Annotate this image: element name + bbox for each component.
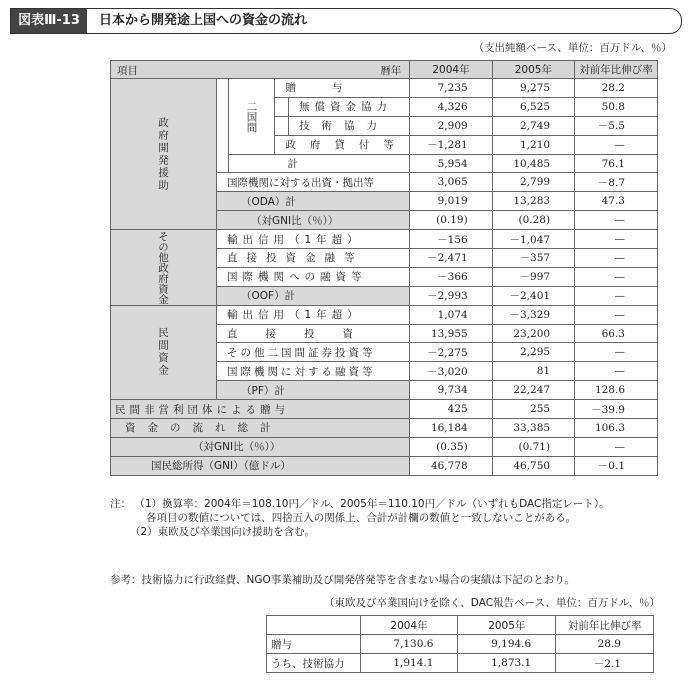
cell-2005: 2,749 bbox=[492, 116, 574, 135]
cell-change: －5.5 bbox=[575, 116, 658, 135]
cell-change: — bbox=[575, 362, 658, 381]
cell-2005: 10,485 bbox=[492, 154, 574, 173]
header-item-label: 項目 bbox=[117, 65, 138, 77]
ref-header-2005: 2005年 bbox=[458, 616, 556, 635]
cell-change: — bbox=[575, 249, 658, 268]
reference-header-row bbox=[267, 616, 654, 635]
cell-2004: －2,471 bbox=[410, 249, 492, 268]
cell-change: 128.6 bbox=[575, 381, 658, 400]
reference-unit-note: （東欧及び卒業国向けを除く、DAC報告ベース、単位：百万ドル、％） bbox=[324, 597, 660, 609]
cell-2004: －156 bbox=[410, 230, 492, 249]
cell-2004: －2,993 bbox=[410, 286, 492, 305]
row-label: 輸出信用（1年超） bbox=[217, 230, 410, 249]
cell-change: －8.7 bbox=[575, 173, 658, 192]
ref-cell-2005: 1,873.1 bbox=[458, 654, 556, 673]
row-label: 国際機関への融資等 bbox=[217, 267, 410, 286]
group-bilateral: 二国間 bbox=[229, 79, 275, 155]
figure-number-badge: 図表Ⅲ-13 bbox=[11, 9, 87, 33]
figure-header bbox=[10, 8, 682, 34]
table-row bbox=[111, 400, 658, 419]
cell-2004: 9,734 bbox=[410, 381, 492, 400]
row-label: 直接投資 bbox=[217, 324, 410, 343]
cell-change: 47.3 bbox=[575, 192, 658, 211]
cell-2004: 46,778 bbox=[410, 456, 492, 475]
group-oof: その他政府資金 bbox=[111, 230, 217, 306]
table-row bbox=[267, 654, 654, 673]
cell-change: －39.9 bbox=[575, 400, 658, 419]
cell-2004: 3,065 bbox=[410, 173, 492, 192]
cell-change: 76.1 bbox=[575, 154, 658, 173]
table-row bbox=[111, 456, 658, 475]
cell-2004: (0.19) bbox=[410, 211, 492, 230]
row-label: （ODA）計 bbox=[217, 192, 410, 211]
cell-2005: －3,329 bbox=[492, 305, 574, 324]
cell-2005: 2,799 bbox=[492, 173, 574, 192]
row-label: 国民総所得（GNI）（億ドル） bbox=[111, 456, 410, 475]
ref-header-2004: 2004年 bbox=[360, 616, 458, 635]
cell-2005: 255 bbox=[492, 400, 574, 419]
cell-2004: －2,275 bbox=[410, 343, 492, 362]
cell-2005: 23,200 bbox=[492, 324, 574, 343]
row-label: 計 bbox=[229, 154, 410, 173]
row-label: 国際機関に対する出資・拠出等 bbox=[217, 173, 410, 192]
cell-2005: 13,283 bbox=[492, 192, 574, 211]
cell-2004: 16,184 bbox=[410, 419, 492, 438]
table-row bbox=[111, 79, 658, 98]
cell-2005: 9,275 bbox=[492, 79, 574, 98]
cell-2005: －2,401 bbox=[492, 286, 574, 305]
reference-text: 参考：技術協力に行政経費、NGO事業補助及び開発啓発等を含まない場合の実績は下記のとおり。 bbox=[110, 574, 576, 586]
cell-2004: 4,326 bbox=[410, 97, 492, 116]
cell-2005: 33,385 bbox=[492, 419, 574, 438]
cell-2005: －997 bbox=[492, 267, 574, 286]
ref-cell-change: －2.1 bbox=[556, 654, 654, 673]
cell-2004: 9,019 bbox=[410, 192, 492, 211]
row-label: 民間非営利団体による贈与 bbox=[111, 400, 410, 419]
header-year-label: 暦年 bbox=[380, 65, 402, 77]
cell-change: 28.2 bbox=[575, 79, 658, 98]
cell-change: — bbox=[575, 267, 658, 286]
table-header-row bbox=[111, 61, 658, 79]
row-label: 無償資金協力 bbox=[289, 97, 410, 116]
note-1: （1）換算率：2004年＝108.10円／ドル、2005年＝110.10円／ドル（いずれもDAC指定レート）。 bbox=[134, 498, 610, 510]
reference-table bbox=[266, 615, 654, 673]
ref-cell-change: 28.9 bbox=[556, 635, 654, 654]
notes-label: 注： bbox=[110, 498, 131, 510]
cell-change: 66.3 bbox=[575, 324, 658, 343]
notes bbox=[110, 497, 610, 539]
row-label: 技術協力 bbox=[289, 116, 410, 135]
row-label: 政府貸付等 bbox=[275, 135, 410, 154]
header-change: 対前年比伸び率 bbox=[575, 61, 658, 79]
cell-2004: 1,074 bbox=[410, 305, 492, 324]
cell-change: 106.3 bbox=[575, 419, 658, 438]
cell-2005: 1,210 bbox=[492, 135, 574, 154]
ref-row-label: うち、技術協力 bbox=[267, 654, 361, 673]
row-label: 資金の流れ総計 bbox=[111, 419, 410, 438]
row-label: 直接投資金融等 bbox=[217, 249, 410, 268]
cell-2004: 2,909 bbox=[410, 116, 492, 135]
ref-header-change: 対前年比伸び率 bbox=[556, 616, 654, 635]
cell-2004: 5,954 bbox=[410, 154, 492, 173]
cell-2004: 13,955 bbox=[410, 324, 492, 343]
unit-note: （支出純額ベース、単位：百万ドル、％） bbox=[473, 42, 672, 54]
cell-2004: 425 bbox=[410, 400, 492, 419]
row-label: 国際機関に対する融資等 bbox=[217, 362, 410, 381]
table-row bbox=[111, 437, 658, 456]
cell-2005: (0.28) bbox=[492, 211, 574, 230]
row-label: （OOF）計 bbox=[217, 286, 410, 305]
header-2004: 2004年 bbox=[410, 61, 492, 79]
row-label: 贈 与 bbox=[275, 79, 410, 98]
row-label: （PF）計 bbox=[217, 381, 410, 400]
cell-2005: 2,295 bbox=[492, 343, 574, 362]
cell-2005: 46,750 bbox=[492, 456, 574, 475]
cell-2004: －366 bbox=[410, 267, 492, 286]
cell-change: — bbox=[575, 286, 658, 305]
table-row bbox=[111, 230, 658, 249]
row-label: その他二国間証券投資等 bbox=[217, 343, 410, 362]
header-2005: 2005年 bbox=[492, 61, 574, 79]
cell-change: — bbox=[575, 135, 658, 154]
table-row bbox=[267, 635, 654, 654]
cell-2004: 7,235 bbox=[410, 79, 492, 98]
ref-row-label: 贈与 bbox=[267, 635, 361, 654]
row-label: （対GNI比（％）） bbox=[111, 437, 410, 456]
cell-change: －0.1 bbox=[575, 456, 658, 475]
cell-2005: －1,047 bbox=[492, 230, 574, 249]
cell-change: — bbox=[575, 437, 658, 456]
cell-change: 50.8 bbox=[575, 97, 658, 116]
table-row bbox=[111, 305, 658, 324]
cell-change: — bbox=[575, 211, 658, 230]
figure-title: 日本から開発途上国への資金の流れ bbox=[99, 13, 308, 28]
main-table bbox=[110, 60, 658, 476]
cell-2004: －1,281 bbox=[410, 135, 492, 154]
table-row bbox=[111, 419, 658, 438]
group-oda: 政府開発援助 bbox=[111, 79, 217, 230]
cell-2004: －3,020 bbox=[410, 362, 492, 381]
cell-change: — bbox=[575, 305, 658, 324]
row-label: （対GNI比（％）） bbox=[217, 211, 410, 230]
cell-change: — bbox=[575, 230, 658, 249]
cell-2005: 22,247 bbox=[492, 381, 574, 400]
cell-change: — bbox=[575, 343, 658, 362]
note-1b: 各項目の数値については、四捨五入の関係上、合計が計欄の数値と一致しないことがある。 bbox=[146, 512, 577, 524]
cell-2005: －357 bbox=[492, 249, 574, 268]
ref-cell-2004: 1,914.1 bbox=[360, 654, 458, 673]
ref-cell-2004: 7,130.6 bbox=[360, 635, 458, 654]
row-label: 輸出信用（1年超） bbox=[217, 305, 410, 324]
cell-2004: (0.35) bbox=[410, 437, 492, 456]
cell-2005: 6,525 bbox=[492, 97, 574, 116]
note-2: （2）東欧及び卒業国向け援助を含む。 bbox=[130, 526, 316, 538]
group-private: 民間資金 bbox=[111, 305, 217, 399]
cell-2005: (0.71) bbox=[492, 437, 574, 456]
cell-2005: 81 bbox=[492, 362, 574, 381]
ref-cell-2005: 9,194.6 bbox=[458, 635, 556, 654]
